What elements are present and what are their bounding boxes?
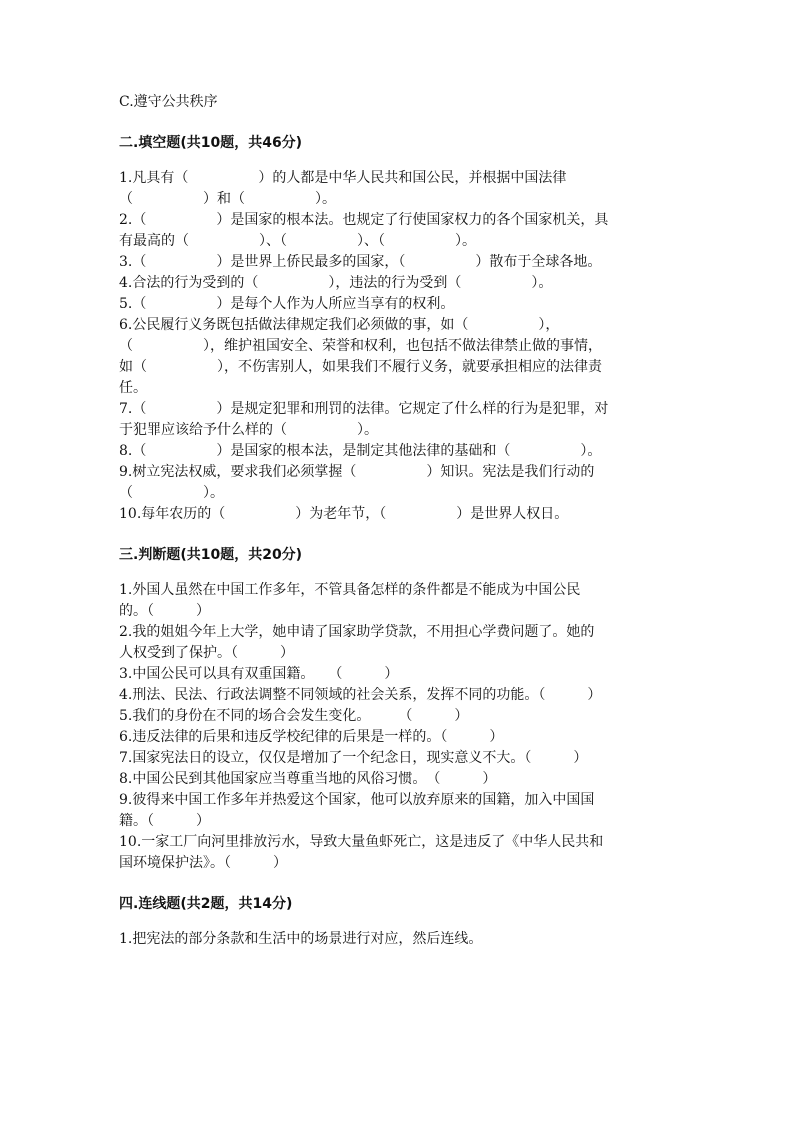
question-line: 于犯罪应该给予什么样的（ ）。 <box>119 422 378 438</box>
question-line: 如（ ），不伤害别人，如果我们不履行义务，就要承担相应的法律责 <box>119 359 602 375</box>
question-item <box>119 832 675 874</box>
question-line: （ ）。 <box>119 485 224 501</box>
question-line: 有最高的（ ）、（ ）、（ ）。 <box>119 233 476 249</box>
question-line: 9.彼得来中国工作多年并热爱这个国家，他可以放弃原来的国籍，加入中国国 <box>119 792 595 808</box>
question-item <box>119 441 675 462</box>
question-line: 5.我们的身份在不同的场合会发生变化。 （ ） <box>119 708 469 724</box>
question-item <box>119 252 675 273</box>
question-item <box>119 462 675 504</box>
question-item <box>119 273 675 294</box>
question-line: 6.公民履行义务既包括做法律规定我们必须做的事，如（ ）， <box>119 317 560 333</box>
question-line: 5.（ ）是每个人作为人所应当享有的权利。 <box>119 296 455 312</box>
judge-list <box>119 580 675 874</box>
question-line: 10.每年农历的（ ）为老年节，（ ）是世界人权日。 <box>119 506 569 522</box>
section-heading-judge: 三.判断题(共10题，共20分) <box>119 547 303 563</box>
question-item <box>119 769 675 790</box>
question-line: 4.刑法、民法、行政法调整不同领域的社会关系，发挥不同的功能。（ ） <box>119 687 602 703</box>
question-line: 9.树立宪法权威，要求我们必须掌握（ ）知识。宪法是我们行动的 <box>119 464 595 480</box>
question-line: 8.中国公民到其他国家应当尊重当地的风俗习惯。 （ ） <box>119 771 497 787</box>
question-item <box>119 622 675 664</box>
question-line: 任。 <box>119 380 147 396</box>
question-line: 6.违反法律的后果和违反学校纪律的后果是一样的。（ ） <box>119 729 504 745</box>
question-item <box>119 748 675 769</box>
option-c-line: C.遵守公共秩序 <box>119 94 218 110</box>
document-page <box>119 92 675 950</box>
question-line: 7.国家宪法日的设立，仅仅是增加了一个纪念日，现实意义不大。（ ） <box>119 750 588 766</box>
question-item <box>119 210 675 252</box>
question-line: 籍。（ ） <box>119 813 210 829</box>
question-line: （ ）和（ ）。 <box>119 191 336 207</box>
question-line: 人权受到了保护。（ ） <box>119 645 294 661</box>
question-item <box>119 706 675 727</box>
fill-blank-list <box>119 168 675 525</box>
question-line: 3.（ ）是世界上侨民最多的国家，（ ）散布于全球各地。 <box>119 254 602 270</box>
question-item <box>119 790 675 832</box>
question-line: 1.凡具有（ ）的人都是中华人民共和国公民，并根据中国法律 <box>119 170 567 186</box>
question-line: 1.外国人虽然在中国工作多年，不管具备怎样的条件都是不能成为中国公民 <box>119 582 581 598</box>
question-line: 2.我的姐姐今年上大学，她申请了国家助学贷款，不用担心学费问题了。她的 <box>119 624 595 640</box>
question-line: 3.中国公民可以具有双重国籍。 （ ） <box>119 666 399 682</box>
question-item <box>119 504 675 525</box>
question-item <box>119 315 675 399</box>
question-line: 7.（ ）是规定犯罪和刑罚的法律。它规定了什么样的行为是犯罪，对 <box>119 401 609 417</box>
question-item <box>119 399 675 441</box>
question-line: 4.合法的行为受到的（ ），违法的行为受到（ ）。 <box>119 275 553 291</box>
question-item <box>119 294 675 315</box>
question-line: 1.把宪法的部分条款和生活中的场景进行对应，然后连线。 <box>119 931 483 947</box>
question-line: 的。（ ） <box>119 603 210 619</box>
question-line: 2.（ ）是国家的根本法。也规定了行使国家权力的各个国家机关，具 <box>119 212 609 228</box>
question-line: （ ），维护祖国安全、荣誉和权利，也包括不做法律禁止做的事情， <box>119 338 602 354</box>
question-item <box>119 685 675 706</box>
question-line: 10.一家工厂向河里排放污水，导致大量鱼虾死亡，这是违反了《中华人民共和 <box>119 834 604 850</box>
question-item <box>119 727 675 748</box>
question-item <box>119 580 675 622</box>
question-item <box>119 664 675 685</box>
question-line: 8.（ ）是国家的根本法，是制定其他法律的基础和（ ）。 <box>119 443 602 459</box>
question-line: 国环境保护法》。（ ） <box>119 855 287 871</box>
section-heading-match: 四.连线题(共2题，共14分) <box>119 896 293 912</box>
section-heading-fill-blank: 二.填空题(共10题，共46分) <box>119 135 303 151</box>
question-item <box>119 929 675 950</box>
question-item <box>119 168 675 210</box>
match-list <box>119 929 675 950</box>
